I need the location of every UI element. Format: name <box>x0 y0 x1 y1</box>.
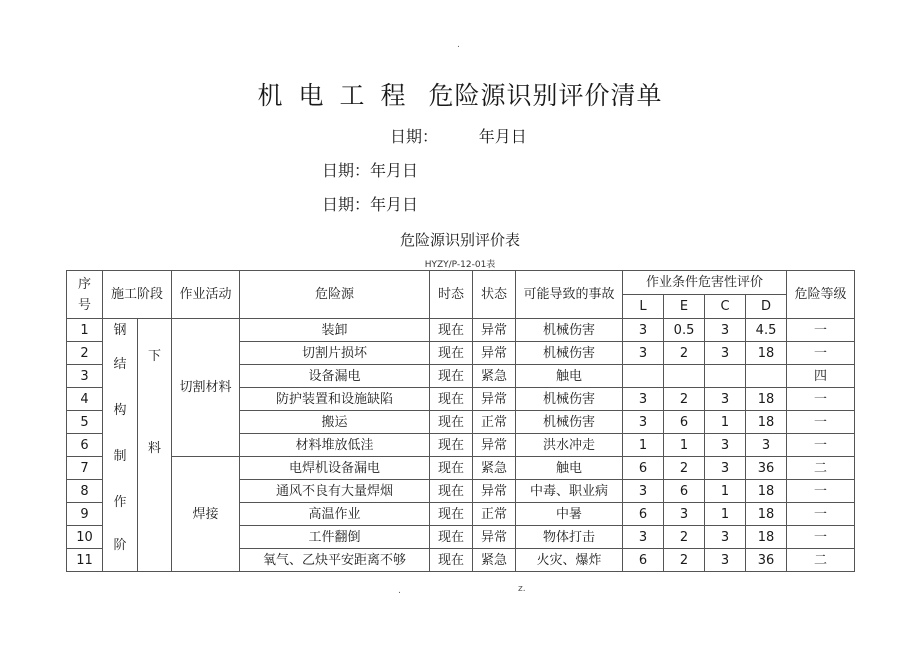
cell-L: 3 <box>623 411 664 434</box>
cell-hazard: 工件翻倒 <box>240 526 430 549</box>
date-line-2: 日期：年月日 <box>322 161 419 180</box>
cell-accident: 物体打击 <box>516 526 623 549</box>
cell-E: 2 <box>664 388 705 411</box>
header-hazard: 危险源 <box>240 271 430 319</box>
date-line-3: 日期：年月日 <box>322 195 419 214</box>
footer-dot-left: . <box>398 586 401 596</box>
header-E: E <box>664 295 705 319</box>
substage-char: 下 <box>148 348 162 364</box>
cell-L: 6 <box>623 457 664 480</box>
cell-seq: 11 <box>67 549 103 572</box>
cell-accident: 触电 <box>516 457 623 480</box>
cell-state: 异常 <box>473 319 516 342</box>
table-row <box>67 319 855 342</box>
cell-level: 二 <box>787 549 855 572</box>
cell-L: 3 <box>623 319 664 342</box>
header-activity: 作业活动 <box>172 271 240 319</box>
header-C: C <box>705 295 746 319</box>
cell-hazard: 电焊机设备漏电 <box>240 457 430 480</box>
cell-L: 3 <box>623 342 664 365</box>
cell-D <box>746 365 787 388</box>
cell-state: 异常 <box>473 388 516 411</box>
cell-level: 一 <box>787 319 855 342</box>
cell-E: 3 <box>664 503 705 526</box>
cell-hazard: 切割片损坏 <box>240 342 430 365</box>
cell-level: 一 <box>787 342 855 365</box>
cell-C: 1 <box>705 411 746 434</box>
stage-char: 构 <box>113 402 127 418</box>
cell-state: 紧急 <box>473 457 516 480</box>
stage-char: 阶 <box>113 537 127 553</box>
cell-C: 3 <box>705 319 746 342</box>
cell-E: 2 <box>664 342 705 365</box>
header-dot: . <box>457 40 460 50</box>
header-state: 状态 <box>473 271 516 319</box>
cell-level: 一 <box>787 434 855 457</box>
cell-L: 3 <box>623 480 664 503</box>
cell-tense: 现在 <box>430 365 473 388</box>
header-eval: 作业条件危害性评价 <box>623 271 787 295</box>
activity-cell: 焊接 <box>172 457 240 572</box>
date-line-1: 日期： 年月日 <box>390 127 527 146</box>
cell-seq: 8 <box>67 480 103 503</box>
cell-hazard: 材料堆放低洼 <box>240 434 430 457</box>
cell-E: 1 <box>664 434 705 457</box>
cell-accident: 中毒、职业病 <box>516 480 623 503</box>
cell-hazard: 氧气、乙炔平安距离不够 <box>240 549 430 572</box>
header-L: L <box>623 295 664 319</box>
cell-hazard: 搬运 <box>240 411 430 434</box>
cell-state: 异常 <box>473 342 516 365</box>
cell-state: 正常 <box>473 503 516 526</box>
cell-seq: 2 <box>67 342 103 365</box>
page-title <box>0 76 920 112</box>
title-part1: 机电工程 <box>257 81 422 110</box>
cell-tense: 现在 <box>430 411 473 434</box>
cell-L: 3 <box>623 526 664 549</box>
cell-E: 6 <box>664 411 705 434</box>
cell-C <box>705 365 746 388</box>
cell-seq: 1 <box>67 319 103 342</box>
cell-accident: 洪水冲走 <box>516 434 623 457</box>
footer-dot-right: z. <box>518 584 526 594</box>
cell-hazard: 设备漏电 <box>240 365 430 388</box>
cell-E: 6 <box>664 480 705 503</box>
cell-seq: 9 <box>67 503 103 526</box>
cell-accident: 机械伤害 <box>516 411 623 434</box>
cell-L: 3 <box>623 388 664 411</box>
cell-D: 18 <box>746 503 787 526</box>
header-level: 危险等级 <box>787 271 855 319</box>
cell-L: 6 <box>623 503 664 526</box>
header-D: D <box>746 295 787 319</box>
cell-level: 二 <box>787 457 855 480</box>
cell-D: 4.5 <box>746 319 787 342</box>
cell-seq: 5 <box>67 411 103 434</box>
cell-D: 36 <box>746 549 787 572</box>
table-title: 危险源识别评价表 <box>399 231 520 249</box>
stage-cell <box>103 319 138 572</box>
activity-cell: 切割材料 <box>172 319 240 457</box>
header-stage: 施工阶段 <box>103 271 172 319</box>
cell-C: 1 <box>705 480 746 503</box>
stage-char: 作 <box>113 494 127 510</box>
cell-C: 3 <box>705 526 746 549</box>
cell-E: 2 <box>664 526 705 549</box>
cell-D: 18 <box>746 388 787 411</box>
cell-hazard: 装卸 <box>240 319 430 342</box>
cell-D: 18 <box>746 526 787 549</box>
cell-D: 18 <box>746 342 787 365</box>
cell-hazard: 高温作业 <box>240 503 430 526</box>
cell-accident: 机械伤害 <box>516 388 623 411</box>
stage-char: 制 <box>113 448 127 464</box>
cell-L: 6 <box>623 549 664 572</box>
cell-level: 一 <box>787 411 855 434</box>
cell-seq: 4 <box>67 388 103 411</box>
substage-gap <box>138 388 171 408</box>
cell-tense: 现在 <box>430 549 473 572</box>
header-seq: 序号 <box>67 271 103 319</box>
header-accident: 可能导致的事故 <box>516 271 623 319</box>
cell-tense: 现在 <box>430 319 473 342</box>
cell-state: 异常 <box>473 434 516 457</box>
cell-tense: 现在 <box>430 480 473 503</box>
cell-D: 36 <box>746 457 787 480</box>
cell-D: 18 <box>746 411 787 434</box>
cell-L <box>623 365 664 388</box>
cell-hazard: 通风不良有大量焊烟 <box>240 480 430 503</box>
cell-level: 一 <box>787 480 855 503</box>
stage-char: 结 <box>113 356 127 372</box>
cell-state: 异常 <box>473 480 516 503</box>
cell-tense: 现在 <box>430 526 473 549</box>
stage-char: 钢 <box>113 322 127 338</box>
cell-accident: 触电 <box>516 365 623 388</box>
cell-level: 一 <box>787 526 855 549</box>
cell-seq: 7 <box>67 457 103 480</box>
cell-E: 2 <box>664 549 705 572</box>
substage-gap <box>138 490 171 565</box>
cell-hazard: 防护装置和设施缺陷 <box>240 388 430 411</box>
cell-C: 3 <box>705 434 746 457</box>
cell-seq: 6 <box>67 434 103 457</box>
cell-tense: 现在 <box>430 388 473 411</box>
cell-tense: 现在 <box>430 342 473 365</box>
cell-L: 1 <box>623 434 664 457</box>
cell-accident: 机械伤害 <box>516 319 623 342</box>
form-code: HYZY/P-12-01表 <box>424 260 496 270</box>
cell-D: 18 <box>746 480 787 503</box>
cell-E: 2 <box>664 457 705 480</box>
cell-D: 3 <box>746 434 787 457</box>
cell-tense: 现在 <box>430 503 473 526</box>
table-row <box>67 457 855 480</box>
cell-level: 一 <box>787 388 855 411</box>
cell-C: 3 <box>705 342 746 365</box>
cell-state: 正常 <box>473 411 516 434</box>
cell-level: 一 <box>787 503 855 526</box>
substage-char: 料 <box>148 440 162 456</box>
hazard-table <box>66 270 855 572</box>
cell-C: 3 <box>705 549 746 572</box>
cell-E <box>664 365 705 388</box>
cell-C: 1 <box>705 503 746 526</box>
cell-C: 3 <box>705 457 746 480</box>
header-tense: 时态 <box>430 271 473 319</box>
cell-tense: 现在 <box>430 434 473 457</box>
cell-accident: 中暑 <box>516 503 623 526</box>
cell-tense: 现在 <box>430 457 473 480</box>
cell-accident: 火灾、爆炸 <box>516 549 623 572</box>
cell-state: 紧急 <box>473 365 516 388</box>
cell-state: 紧急 <box>473 549 516 572</box>
title-part2: 危险源识别评价清单 <box>428 81 663 110</box>
cell-seq: 3 <box>67 365 103 388</box>
substage-cell <box>138 319 172 572</box>
cell-state: 异常 <box>473 526 516 549</box>
cell-E: 0.5 <box>664 319 705 342</box>
cell-seq: 10 <box>67 526 103 549</box>
cell-C: 3 <box>705 388 746 411</box>
cell-level: 四 <box>787 365 855 388</box>
cell-accident: 机械伤害 <box>516 342 623 365</box>
